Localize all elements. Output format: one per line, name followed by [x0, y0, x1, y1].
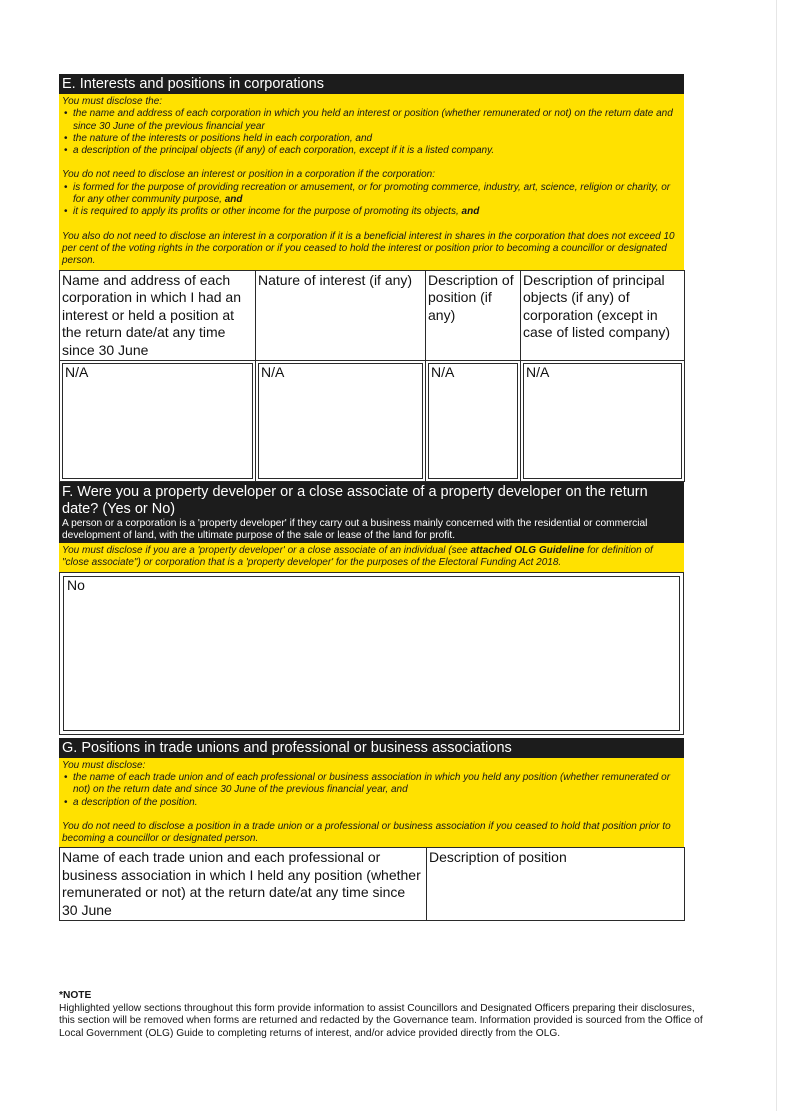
property-developer-answer-field[interactable]: No	[63, 576, 680, 731]
table-row	[60, 361, 685, 482]
section-e-not-list	[62, 182, 680, 219]
section-g-must-list	[62, 772, 680, 809]
section-f-answer-box	[59, 572, 684, 735]
position-description-field[interactable]: N/A	[428, 363, 518, 479]
section-e-guidance	[59, 94, 684, 270]
section-e-must-list	[62, 108, 680, 157]
list-item: • a description of the position.	[62, 797, 680, 809]
list-item: • the name and address of each corporation in which you held an interest or position (whether remunerated or not) on the return date and since 30 June of the previous financial year	[62, 108, 680, 133]
footer-note	[59, 990, 709, 1040]
disclosure-form	[59, 74, 684, 921]
section-g-guidance	[59, 758, 684, 848]
column-header: Description of position (if any)	[426, 270, 521, 361]
list-item: • it is required to apply its profits or other income for the purpose of promoting its objects, and	[62, 206, 680, 218]
section-e-title: E. Interests and positions in corporations	[62, 76, 324, 92]
section-g-must-intro: You must disclose:	[62, 759, 146, 771]
table-header-row	[60, 270, 685, 361]
section-e-header	[59, 74, 684, 94]
list-item: • the nature of the interests or positions held in each corporation, and	[62, 133, 680, 145]
section-e-not-intro: You do not need to disclose an interest or position in a corporation if the corporation:	[62, 169, 436, 181]
section-e-must-intro: You must disclose the:	[62, 96, 163, 107]
page-edge-shadow	[776, 0, 777, 1111]
list-item: • the name of each trade union and of each professional or business association in which you held any position (whether remunerated or not) on the return date and since 30 June of the previous financial year, and	[62, 772, 680, 797]
section-f-header	[59, 482, 684, 543]
column-header[interactable]: Description of position	[427, 848, 685, 921]
section-g-title: G. Positions in trade unions and professional or business associations	[62, 739, 512, 756]
principal-objects-field[interactable]: N/A	[523, 363, 682, 479]
section-f-guidance	[59, 543, 684, 572]
section-f-subtitle: A person or a corporation is a 'property developer' if they carry out a business mainly concerned with the residential or commercial development of land, with the ultimate purpose of the sale or lease of the land for profit.	[62, 518, 648, 542]
section-g-header	[59, 738, 684, 758]
section-e-beneficial-note: You also do not need to disclose an interest in a corporation if it is a beneficial interest in shares in the corporation that does not exceed 10 per cent of the voting rights in the corporation or if you ceased to hold the interest or position prior to becoming a councillor or designated person.	[62, 230, 675, 267]
list-item: • a description of the principal objects (if any) of each corporation, except if it is a listed company.	[62, 145, 680, 157]
nature-of-interest-field[interactable]: N/A	[258, 363, 423, 479]
list-item: • is formed for the purpose of providing recreation or amusement, or for promoting commerce, industry, art, science, religion or charity, or for any other community purpose, and	[62, 182, 680, 207]
corporation-name-field[interactable]: N/A	[62, 363, 253, 479]
section-f-title: F. Were you a property developer or a close associate of a property developer on the return date? (Yes or No)	[62, 484, 648, 518]
column-header[interactable]: Name of each trade union and each professional or business association in which I held any position (whether remunerated or not) at the return date/at any time since 30 June	[60, 848, 427, 921]
column-header: Name and address of each corporation in which I had an interest or held a position at the return date/at any time since 30 June	[60, 270, 256, 361]
section-g-not-note: You do not need to disclose a position in a trade union or a professional or business association if you ceased to hold that position prior to becoming a councillor or designated person.	[62, 820, 671, 845]
section-e-table	[59, 270, 685, 483]
footer-note-text: Highlighted yellow sections throughout this form provide information to assist Councillors and Designated Officers preparing their disclosures, this section will be removed when forms are returned and redacted by the Governance team. Information provided is sourced from the Office of Local Government (OLG) Guide to completing returns of interest, and/or advice provided directly from the OLG.	[59, 1002, 703, 1039]
section-f-note: You must disclose if you are a 'property developer' or a close associate of an individual (see attached OLG Guideline for definition of "close associate") or corporation that is a 'property developer' for the purposes of the Electoral Funding Act 2018.	[62, 545, 653, 569]
column-header: Description of principal objects (if any) of corporation (except in case of listed company)	[521, 270, 685, 361]
section-g-table	[59, 847, 685, 921]
table-header-row	[60, 848, 685, 921]
column-header: Nature of interest (if any)	[256, 270, 426, 361]
footer-note-heading: *NOTE	[59, 990, 92, 1001]
